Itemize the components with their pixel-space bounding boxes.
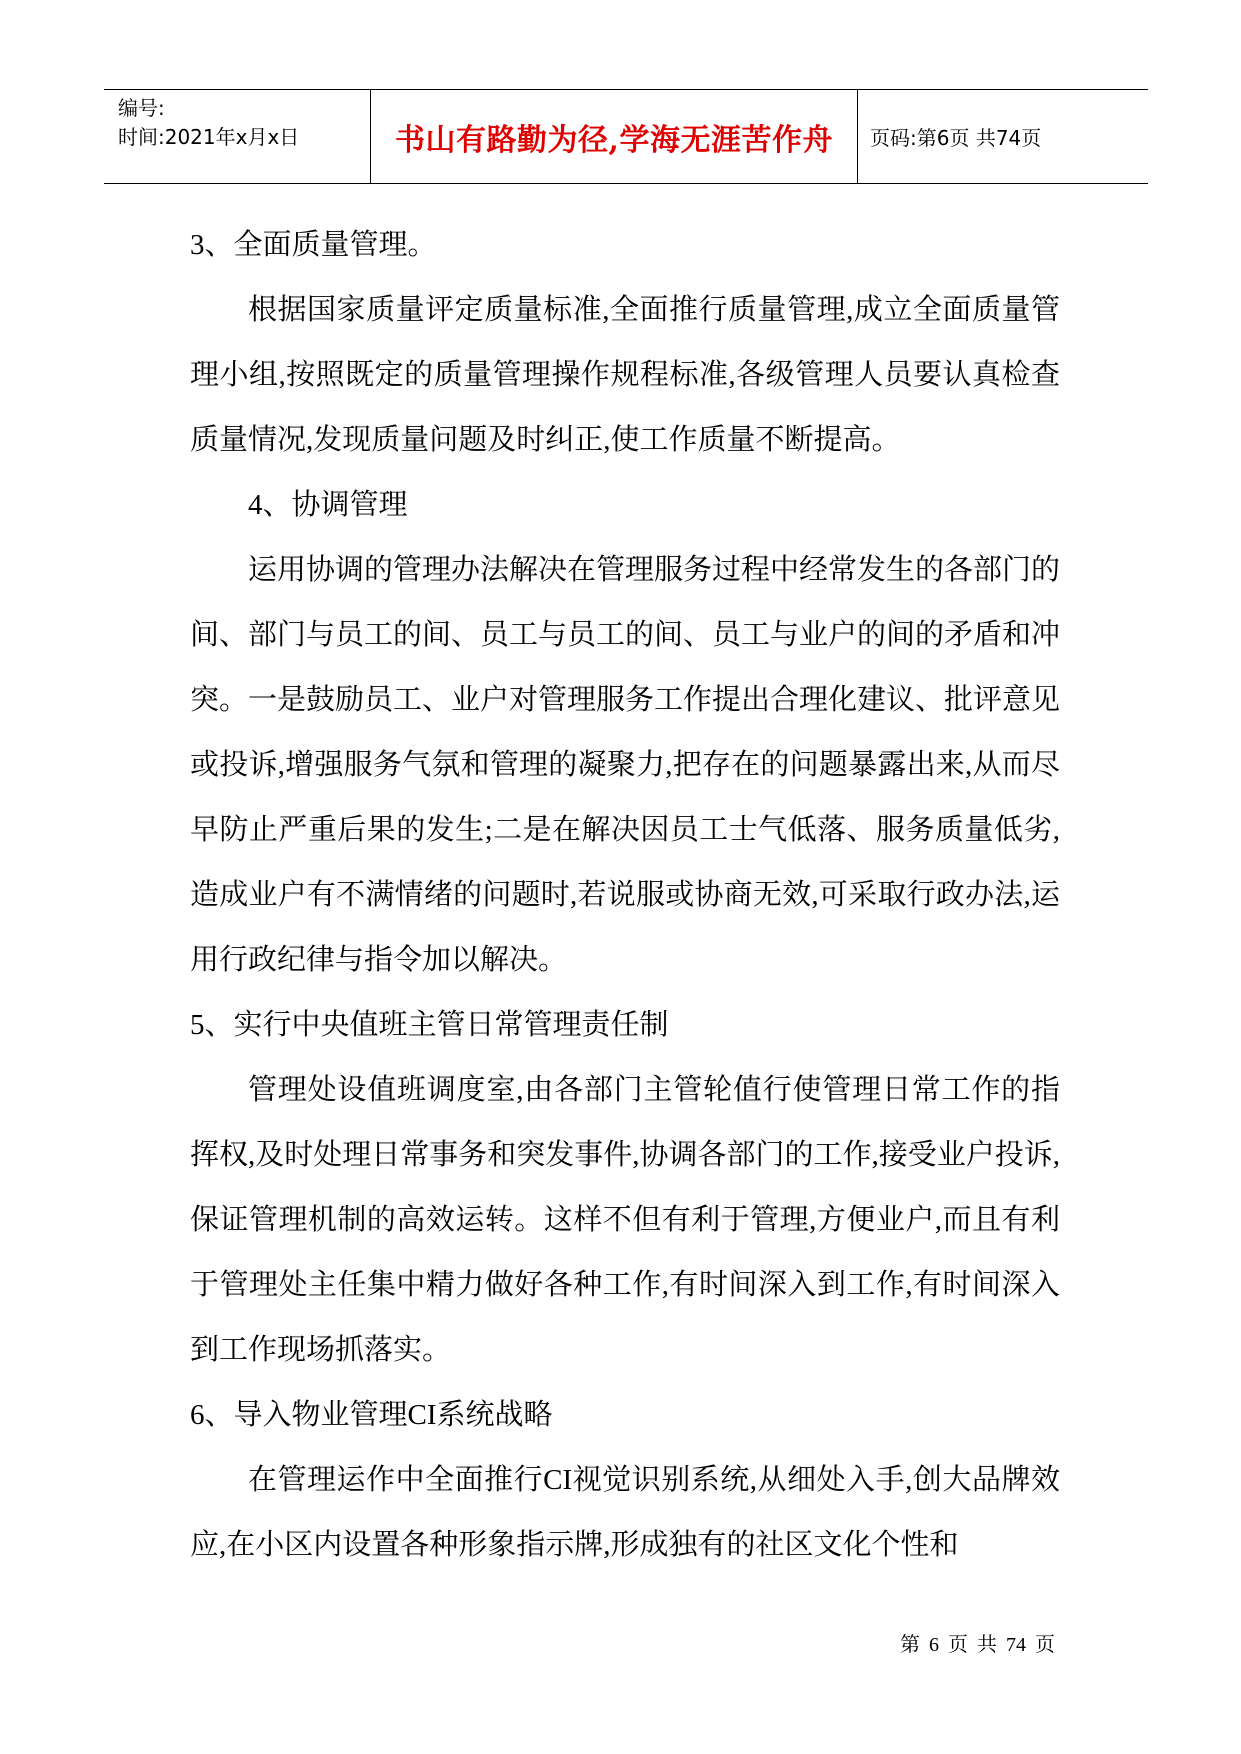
- paragraph-ci: 在管理运作中全面推行CI视觉识别系统,从细处入手,创大品牌效应,在小区内设置各种形象指示牌,形成独有的社区文化个性和: [190, 1464, 1060, 1561]
- paragraph-duty: 管理处设值班调度室,由各部门主管轮值行使管理日常工作的指挥权,及时处理日常事务和突发事件,协调各部门的工作,接受业户投诉,保证管理机制的高效运转。这样不但有利于管理,方便业户,而且有利于管理处主任集中精力做好各种工作,有时间深入到工作,有时间深入到工作现场抓落实。: [190, 1074, 1061, 1366]
- header-meta: [104, 90, 370, 183]
- header-page-number: 页码:第6页 共74页: [870, 126, 1042, 150]
- document-time-label: 时间:2021年x月x日: [118, 125, 300, 149]
- section-heading-coordination: 4、协调管理: [248, 489, 408, 521]
- document-number-label: 编号:: [118, 96, 165, 120]
- document-header: [104, 89, 1148, 184]
- section-heading-quality: 3、全面质量管理。: [190, 229, 437, 261]
- page-footer: 第 6 页 共 74 页: [900, 1634, 1055, 1656]
- header-motto: 书山有路勤为径,学海无涯苦作舟: [370, 90, 858, 183]
- section-heading-ci: 6、导入物业管理CI系统战略: [190, 1399, 553, 1431]
- paragraph-coordination: 运用协调的管理办法解决在管理服务过程中经常发生的各部门的间、部门与员工的间、员工与员工的间、员工与业户的间的矛盾和冲突。一是鼓励员工、业户对管理服务工作提出合理化建议、批评意见或投诉,增强服务气氛和管理的凝聚力,把存在的问题暴露出来,从而尽早防止严重后果的发生;二是在解决因员工士气低落、服务质量低劣,造成业户有不满情绪的问题时,若说服或协商无效,可采取行政办法,运用行政纪律与指令加以解决。: [190, 554, 1061, 976]
- section-heading-duty: 5、实行中央值班主管日常管理责任制: [190, 1009, 669, 1041]
- paragraph-quality: 根据国家质量评定质量标准,全面推行质量管理,成立全面质量管理小组,按照既定的质量管理操作规程标准,各级管理人员要认真检查质量情况,发现质量问题及时纠正,使工作质量不断提高。: [190, 294, 1060, 456]
- document-body: [190, 213, 1060, 1578]
